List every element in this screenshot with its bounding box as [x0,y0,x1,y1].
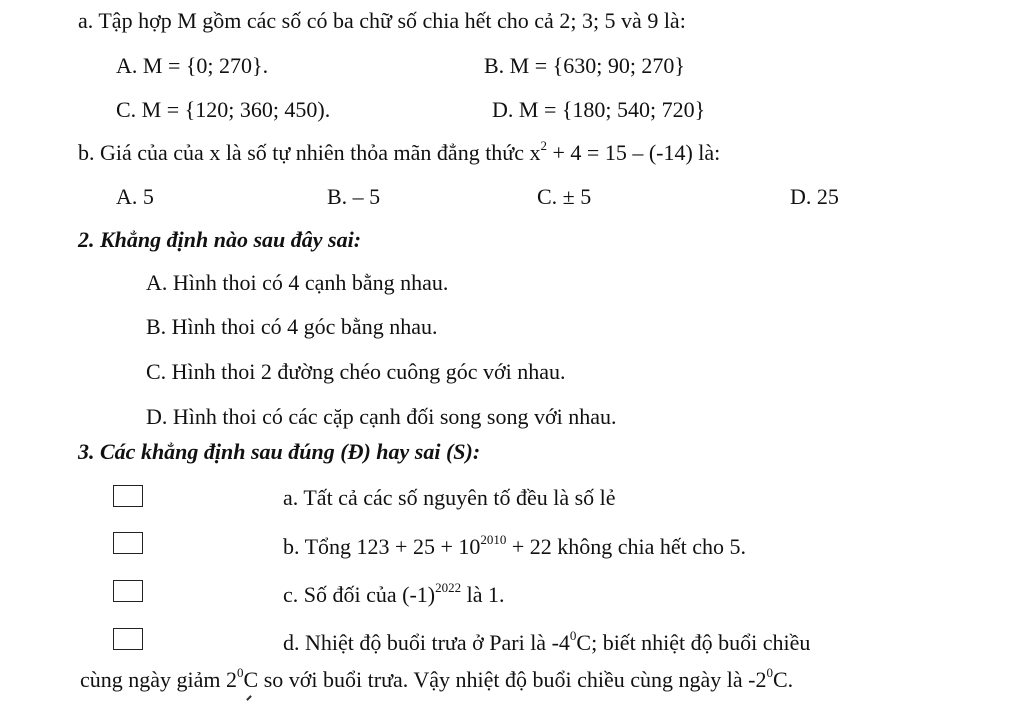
q3a-statement: a. Tất cả các số nguyên tố đều là số lẻ [283,485,616,510]
q1b-stem-pre: b. Giá của của x là số tự nhiên thỏa mãn đẳng thức x [78,140,541,165]
q3d1-post: C; biết nhiệt độ buổi chiều [576,630,811,655]
q2-option-c: C. Hình thoi 2 đường chéo cuông góc với nhau. [146,359,566,384]
q1b-option-d: D. 25 [790,184,839,209]
q3c-answer-box[interactable] [113,580,143,602]
q3c-pre: c. Số đối của (-1) [283,582,436,607]
q3c-statement [283,579,505,608]
q3d2-mid: C so với buổi trưa. Vậy nhiệt độ buổi chiều cùng ngày là -2 [243,667,767,692]
q3d2-exponent: 0 [237,664,244,680]
q1b-option-a: A. 5 [116,184,154,209]
stray-mark [246,695,252,701]
q1b-stem-post: + 4 = 15 – (-14) là: [547,140,721,165]
q3d-statement-line1 [283,627,811,656]
q3-title: 3. Các khẳng định sau đúng (Đ) hay sai (S): [78,439,481,464]
q3b-pre: b. Tổng 123 + 25 + 10 [283,534,481,559]
q3b-statement [283,531,747,560]
q1b-option-c: C. ± 5 [537,184,592,209]
q1a-option-b: B. M = {630; 90; 270} [484,53,685,78]
q1a-option-c: C. M = {120; 360; 450). [116,97,331,122]
q3c-post: là 1. [461,582,505,607]
q3b-answer-box[interactable] [113,532,143,554]
q2-option-d: D. Hình thoi có các cặp cạnh đối song song với nhau. [146,404,617,429]
q3c-exponent: 2022 [435,579,462,595]
q3b-exponent: 2010 [480,531,507,547]
q3d2-pre: cùng ngày giảm 2 [80,667,238,692]
q1a-stem: a. Tập hợp M gồm các số có ba chữ số chia hết cho cả 2; 3; 5 và 9 là: [78,8,686,33]
q2-title: 2. Khẳng định nào sau đây sai: [78,227,362,252]
q3d1-pre: d. Nhiệt độ buổi trưa ở Pari là -4 [283,630,570,655]
q1b-stem [78,137,721,166]
q3d-answer-box[interactable] [113,628,143,650]
q1a-option-a: A. M = {0; 270}. [116,53,269,78]
q3a-answer-box[interactable] [113,485,143,507]
q2-option-a: A. Hình thoi có 4 cạnh bằng nhau. [146,270,449,295]
q1b-stem-exponent: 2 [540,137,547,153]
q2-option-b: B. Hình thoi có 4 góc bằng nhau. [146,314,438,339]
q3d-statement-line2 [80,664,794,693]
q3b-post: + 22 không chia hết cho 5. [506,534,747,559]
q3d2-post: C. [772,667,794,692]
q1a-option-d: D. M = {180; 540; 720} [492,97,706,122]
q1b-option-b: B. – 5 [327,184,381,209]
q3d2-exponent2: 0 [766,664,773,680]
q3d1-exponent: 0 [569,627,577,643]
